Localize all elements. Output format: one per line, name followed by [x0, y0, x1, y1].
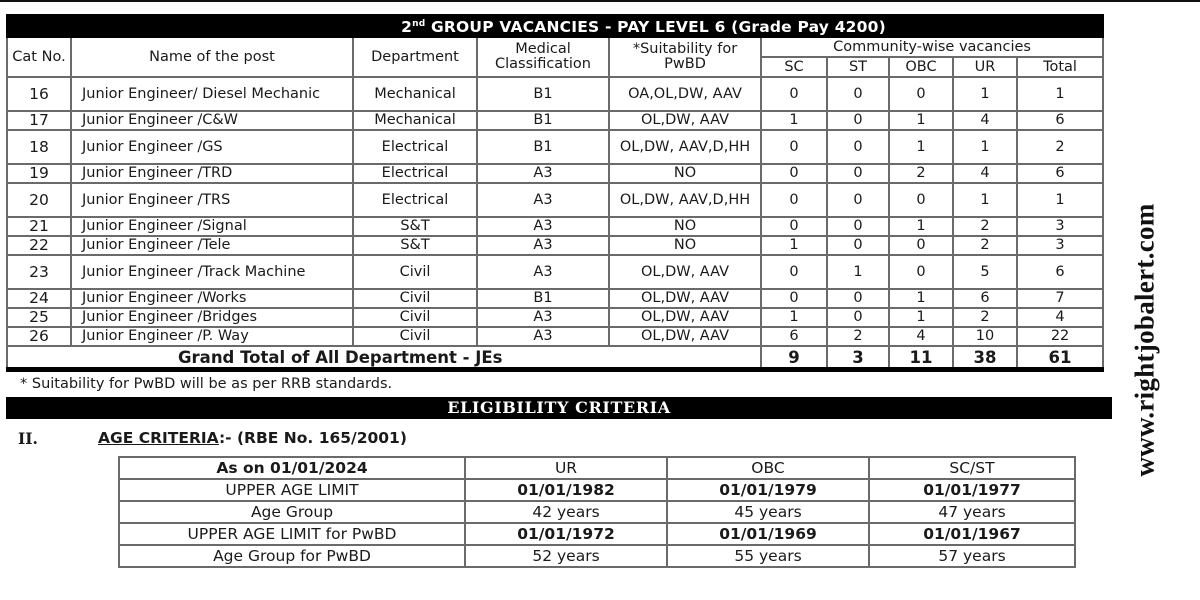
header-total: Total — [1017, 57, 1103, 77]
sc-cell: 0 — [761, 130, 827, 164]
suitability-cell: OA,OL,DW, AAV — [609, 77, 761, 111]
cat-no-cell: 24 — [7, 289, 71, 308]
age-obc-cell: 01/01/1969 — [667, 523, 869, 545]
age-obc-cell: 45 years — [667, 501, 869, 523]
cat-no-cell: 21 — [7, 217, 71, 236]
cat-no-cell: 20 — [7, 183, 71, 217]
st-cell: 0 — [827, 308, 889, 327]
watermark — [1130, 180, 1160, 500]
header-sc: SC — [761, 57, 827, 77]
age-obc-cell: 55 years — [667, 545, 869, 567]
sc-cell: 1 — [761, 308, 827, 327]
sc-cell: 0 — [761, 164, 827, 183]
grand-total-ur: 38 — [953, 346, 1017, 370]
department-cell: S&T — [353, 236, 477, 255]
medical-cell: A3 — [477, 327, 609, 346]
table-row — [7, 164, 1103, 183]
cat-no-cell: 19 — [7, 164, 71, 183]
sc-cell: 0 — [761, 289, 827, 308]
total-cell: 6 — [1017, 255, 1103, 289]
age-table-row — [119, 479, 1075, 501]
age-scst-cell: 01/01/1977 — [869, 479, 1075, 501]
ur-cell: 2 — [953, 308, 1017, 327]
department-cell: Electrical — [353, 130, 477, 164]
ur-cell: 10 — [953, 327, 1017, 346]
obc-cell: 0 — [889, 77, 953, 111]
suitability-cell: OL,DW, AAV — [609, 289, 761, 308]
total-cell: 3 — [1017, 236, 1103, 255]
department-cell: Mechanical — [353, 111, 477, 130]
post-name-cell: Junior Engineer /Bridges — [71, 308, 353, 327]
sc-cell: 1 — [761, 111, 827, 130]
ur-cell: 4 — [953, 111, 1017, 130]
vacancy-table-body — [7, 77, 1103, 346]
table-row — [7, 111, 1103, 130]
table-row — [7, 255, 1103, 289]
obc-cell: 1 — [889, 308, 953, 327]
age-obc-cell: 01/01/1979 — [667, 479, 869, 501]
post-name-cell: Junior Engineer /Signal — [71, 217, 353, 236]
post-name-cell: Junior Engineer /TRD — [71, 164, 353, 183]
table-row — [7, 327, 1103, 346]
suitability-cell: OL,DW, AAV,D,HH — [609, 130, 761, 164]
suitability-cell: NO — [609, 236, 761, 255]
age-ur-cell: 42 years — [465, 501, 667, 523]
st-cell: 0 — [827, 289, 889, 308]
medical-cell: A3 — [477, 308, 609, 327]
total-cell: 2 — [1017, 130, 1103, 164]
eligibility-banner: ELIGIBILITY CRITERIA — [6, 397, 1112, 419]
department-cell: Mechanical — [353, 77, 477, 111]
ur-cell: 6 — [953, 289, 1017, 308]
age-row-label: Age Group for PwBD — [119, 545, 465, 567]
cat-no-cell: 26 — [7, 327, 71, 346]
obc-cell: 1 — [889, 111, 953, 130]
obc-cell: 0 — [889, 236, 953, 255]
ur-cell: 2 — [953, 236, 1017, 255]
st-cell: 0 — [827, 77, 889, 111]
header-medical: Medical Classification — [477, 37, 609, 77]
ur-cell: 1 — [953, 183, 1017, 217]
age-ur-cell: 52 years — [465, 545, 667, 567]
table-row — [7, 289, 1103, 308]
header-community: Community-wise vacancies — [761, 37, 1103, 57]
obc-cell: 1 — [889, 217, 953, 236]
age-header-ur: UR — [465, 457, 667, 479]
table-row — [7, 308, 1103, 327]
grand-total-row — [7, 346, 1103, 370]
vacancy-table-title: 2nd GROUP VACANCIES - PAY LEVEL 6 (Grade Pay 4200) — [7, 15, 1103, 37]
table-row — [7, 77, 1103, 111]
st-cell: 1 — [827, 255, 889, 289]
st-cell: 2 — [827, 327, 889, 346]
department-cell: Electrical — [353, 183, 477, 217]
age-scst-cell: 47 years — [869, 501, 1075, 523]
grand-total-st: 3 — [827, 346, 889, 370]
age-scst-cell: 57 years — [869, 545, 1075, 567]
section-number: II. — [18, 429, 38, 448]
department-cell: Civil — [353, 327, 477, 346]
ur-cell: 4 — [953, 164, 1017, 183]
obc-cell: 4 — [889, 327, 953, 346]
age-table-row — [119, 523, 1075, 545]
post-name-cell: Junior Engineer /P. Way — [71, 327, 353, 346]
age-row-label: UPPER AGE LIMIT — [119, 479, 465, 501]
obc-cell: 1 — [889, 289, 953, 308]
cat-no-cell: 22 — [7, 236, 71, 255]
sc-cell: 0 — [761, 217, 827, 236]
post-name-cell: Junior Engineer /TRS — [71, 183, 353, 217]
age-table-body — [119, 479, 1075, 567]
watermark-text: www.rightjobalert.com — [1129, 203, 1160, 477]
age-table-row — [119, 545, 1075, 567]
age-header-as-on: As on 01/01/2024 — [119, 457, 465, 479]
post-name-cell: Junior Engineer /Tele — [71, 236, 353, 255]
table-row — [7, 183, 1103, 217]
post-name-cell: Junior Engineer /GS — [71, 130, 353, 164]
department-cell: Civil — [353, 289, 477, 308]
sc-cell: 1 — [761, 236, 827, 255]
ur-cell: 1 — [953, 77, 1017, 111]
post-name-cell: Junior Engineer /C&W — [71, 111, 353, 130]
document — [6, 14, 1106, 568]
sc-cell: 0 — [761, 255, 827, 289]
age-ur-cell: 01/01/1972 — [465, 523, 667, 545]
age-table-row — [119, 501, 1075, 523]
cat-no-cell: 17 — [7, 111, 71, 130]
total-cell: 7 — [1017, 289, 1103, 308]
age-criteria-table — [118, 456, 1076, 568]
suitability-cell: NO — [609, 217, 761, 236]
age-row-label: Age Group — [119, 501, 465, 523]
header-obc: OBC — [889, 57, 953, 77]
cat-no-cell: 23 — [7, 255, 71, 289]
post-name-cell: Junior Engineer /Track Machine — [71, 255, 353, 289]
grand-total-sc: 9 — [761, 346, 827, 370]
medical-cell: A3 — [477, 164, 609, 183]
total-cell: 6 — [1017, 164, 1103, 183]
grand-total-obc: 11 — [889, 346, 953, 370]
age-criteria-heading — [6, 429, 1106, 451]
header-cat-no: Cat No. — [7, 37, 71, 77]
header-post-name: Name of the post — [71, 37, 353, 77]
suitability-cell: OL,DW, AAV — [609, 255, 761, 289]
ur-cell: 1 — [953, 130, 1017, 164]
total-cell: 6 — [1017, 111, 1103, 130]
age-header-obc: OBC — [667, 457, 869, 479]
st-cell: 0 — [827, 183, 889, 217]
total-cell: 1 — [1017, 77, 1103, 111]
table-row — [7, 236, 1103, 255]
medical-cell: A3 — [477, 255, 609, 289]
medical-cell: A3 — [477, 217, 609, 236]
st-cell: 0 — [827, 236, 889, 255]
department-cell: S&T — [353, 217, 477, 236]
header-department: Department — [353, 37, 477, 77]
age-criteria-title: AGE CRITERIA:- (RBE No. 165/2001) — [98, 429, 407, 447]
table-row — [7, 130, 1103, 164]
header-row — [7, 37, 1103, 57]
obc-cell: 1 — [889, 130, 953, 164]
medical-cell: B1 — [477, 130, 609, 164]
vacancy-table-title-row — [7, 15, 1103, 37]
header-ur: UR — [953, 57, 1017, 77]
vacancy-table — [6, 14, 1104, 372]
grand-total-total: 61 — [1017, 346, 1103, 370]
st-cell: 0 — [827, 130, 889, 164]
grand-total-label: Grand Total of All Department - JEs — [7, 346, 761, 370]
department-cell: Electrical — [353, 164, 477, 183]
post-name-cell: Junior Engineer/ Diesel Mechanic — [71, 77, 353, 111]
age-header-scst: SC/ST — [869, 457, 1075, 479]
medical-cell: B1 — [477, 289, 609, 308]
age-ur-cell: 01/01/1982 — [465, 479, 667, 501]
table-row — [7, 217, 1103, 236]
sc-cell: 6 — [761, 327, 827, 346]
suitability-cell: OL,DW, AAV,D,HH — [609, 183, 761, 217]
suitability-cell: OL,DW, AAV — [609, 111, 761, 130]
top-rule — [0, 0, 1200, 2]
pwbd-footnote: * Suitability for PwBD will be as per RRB standards. — [20, 376, 393, 392]
header-suitability: *Suitability for PwBD — [609, 37, 761, 77]
medical-cell: B1 — [477, 111, 609, 130]
age-scst-cell: 01/01/1967 — [869, 523, 1075, 545]
cat-no-cell: 25 — [7, 308, 71, 327]
obc-cell: 2 — [889, 164, 953, 183]
cat-no-cell: 16 — [7, 77, 71, 111]
age-row-label: UPPER AGE LIMIT for PwBD — [119, 523, 465, 545]
total-cell: 1 — [1017, 183, 1103, 217]
post-name-cell: Junior Engineer /Works — [71, 289, 353, 308]
sc-cell: 0 — [761, 183, 827, 217]
medical-cell: A3 — [477, 183, 609, 217]
suitability-cell: NO — [609, 164, 761, 183]
medical-cell: A3 — [477, 236, 609, 255]
obc-cell: 0 — [889, 183, 953, 217]
st-cell: 0 — [827, 164, 889, 183]
obc-cell: 0 — [889, 255, 953, 289]
sc-cell: 0 — [761, 77, 827, 111]
header-st: ST — [827, 57, 889, 77]
total-cell: 4 — [1017, 308, 1103, 327]
total-cell: 22 — [1017, 327, 1103, 346]
suitability-cell: OL,DW, AAV — [609, 327, 761, 346]
department-cell: Civil — [353, 308, 477, 327]
age-table-header-row — [119, 457, 1075, 479]
ur-cell: 5 — [953, 255, 1017, 289]
st-cell: 0 — [827, 111, 889, 130]
cat-no-cell: 18 — [7, 130, 71, 164]
ur-cell: 2 — [953, 217, 1017, 236]
total-cell: 3 — [1017, 217, 1103, 236]
department-cell: Civil — [353, 255, 477, 289]
medical-cell: B1 — [477, 77, 609, 111]
st-cell: 0 — [827, 217, 889, 236]
suitability-cell: OL,DW, AAV — [609, 308, 761, 327]
